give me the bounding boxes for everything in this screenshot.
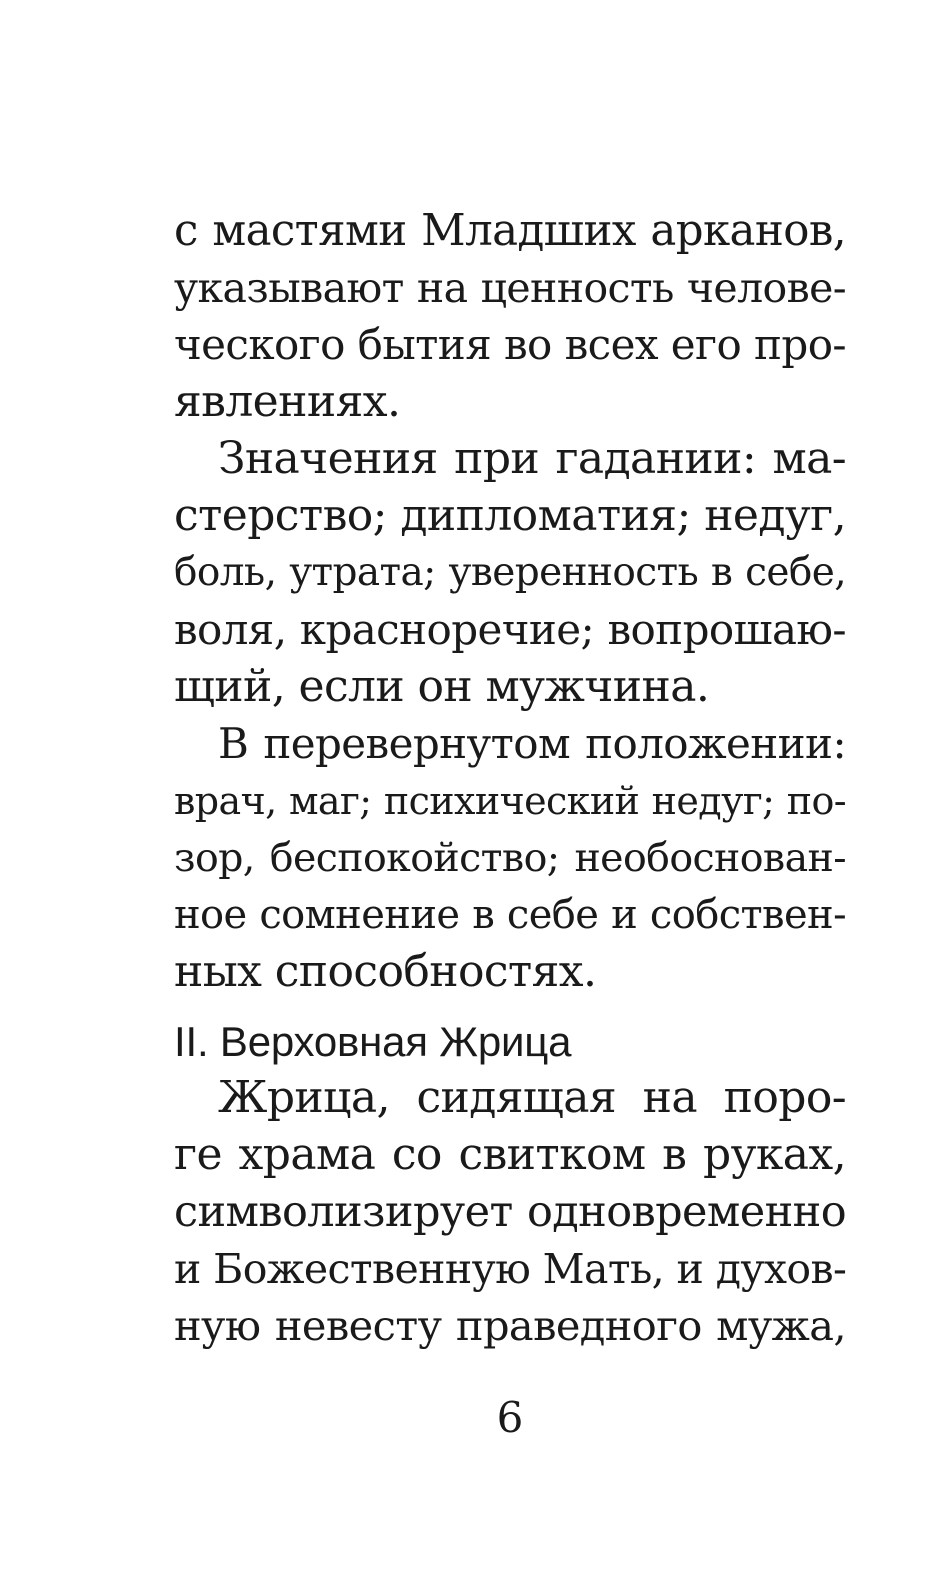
text-line: указывают на ценность челове- [174, 264, 846, 312]
text-line: ге храма со свитком в руках, [174, 1129, 846, 1180]
text-line: символизирует одновременно [174, 1187, 846, 1237]
text-line: воля, красноречие; вопрошаю- [174, 605, 846, 654]
text-line: врач, маг; психический недуг; по- [174, 779, 846, 823]
text-line: и Божественную Мать, и духов- [174, 1245, 847, 1293]
text-line: зор, беспокойство; необоснован- [174, 835, 846, 881]
text-line: Значения при гадании: ма- [218, 433, 846, 484]
text-line: щий, если он мужчина. [174, 661, 710, 712]
text-line: ную невесту праведного мужа, [174, 1301, 846, 1350]
page-number: 6 [496, 1393, 524, 1442]
text-line: В перевернутом положении: [218, 719, 846, 768]
text-line: ных способностях. [174, 946, 597, 997]
text-line: явлениях. [174, 376, 401, 427]
text-line: стерство; дипломатия; недуг, [174, 490, 846, 541]
text-line: ное сомнение в себе и собствен- [174, 892, 846, 938]
text-line: с мастями Младших арканов, [174, 206, 846, 256]
text-line: ческого бытия во всех его про- [174, 320, 846, 369]
text-line: Жрица, сидящая на поро- [218, 1072, 846, 1123]
section-heading: II. Верховная Жрица [174, 1018, 572, 1065]
text-line: боль, утрата; уверенность в себе, [174, 550, 846, 595]
